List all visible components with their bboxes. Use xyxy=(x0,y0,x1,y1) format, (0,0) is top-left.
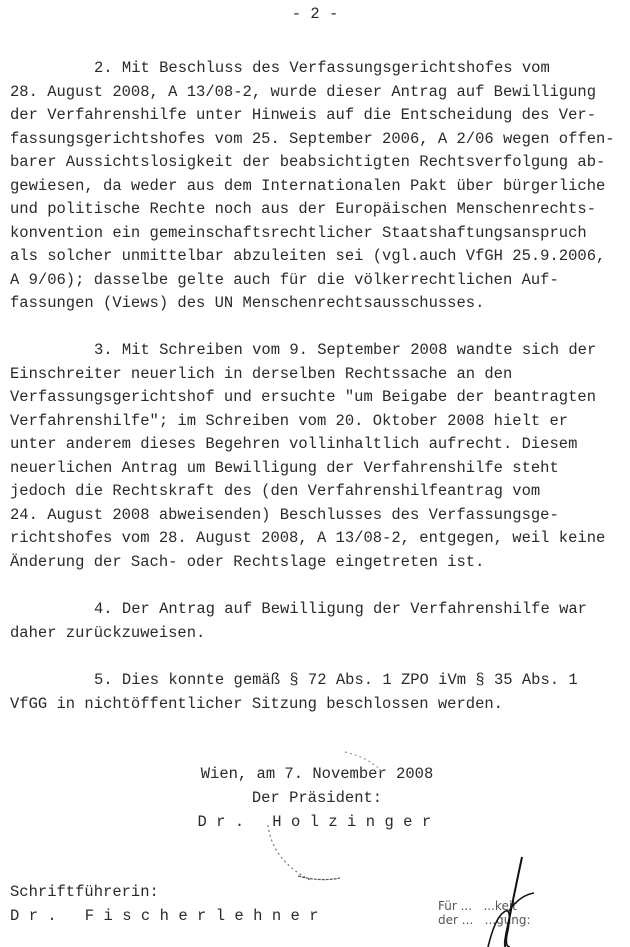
stamp-line: der ... ...gung: xyxy=(438,913,531,927)
paragraph-line: barer Aussichtslosigkeit der beabsichtigten Rechtsverfolgung ab- xyxy=(10,153,606,171)
paragraph-line: der Verfahrenshilfe unter Hinweis auf die Entscheidung des Ver- xyxy=(10,106,596,124)
clerk-role: Schriftführerin: xyxy=(10,883,159,901)
paragraph-line: neuerlichen Antrag um Bewilligung der Verfahrenshilfe steht xyxy=(10,458,559,477)
paragraph-line: VfGG in nichtöffentlicher Sitzung beschlossen werden. xyxy=(10,694,503,713)
page-number: - 2 - xyxy=(291,5,339,23)
paragraph-line: daher zurückzuweisen. xyxy=(10,623,206,642)
paragraph-line: 4. Der Antrag auf Bewilligung der Verfahrenshilfe war xyxy=(94,600,587,618)
paragraph-line: A 9/06); dasselbe gelte auch für die völkerrechtlichen Auf- xyxy=(10,270,559,289)
paragraph-line: gewiesen, da weder aus dem Internationalen Pakt über bürgerliche xyxy=(10,176,606,195)
paragraph-line: Verfassungsgerichtshof und ersuchte "um Beigabe der beantragten xyxy=(10,388,596,406)
paragraph-line: 5. Dies konnte gemäß § 72 Abs. 1 ZPO iVm § 35 Abs. 1 xyxy=(94,671,578,689)
paragraph-line: unter anderem dieses Begehren vollinhaltlich aufrecht. Diesem xyxy=(10,435,578,453)
president-name: Dr. Holzinger xyxy=(197,813,441,831)
president-role: Der Präsident: xyxy=(251,789,383,807)
place-date: Wien, am 7. November 2008 xyxy=(200,765,434,783)
paragraph-line: 24. August 2008 abweisenden) Beschlusses des Verfassungsge- xyxy=(10,505,559,524)
paragraph-line: konvention ein gemeinschaftsrechtlicher Staatshaftungsanspruch xyxy=(10,223,587,242)
stamp-line: Für ... ...keit xyxy=(438,899,517,913)
paragraph-line: und politische Rechte noch aus der Europäischen Menschenrechts- xyxy=(10,200,596,218)
paragraph-line: Änderung der Sach- oder Rechtslage eingetreten ist. xyxy=(10,552,485,571)
paragraph-line: als solcher unmittelbar abzuleiten sei (vgl.auch VfGH 25.9.2006, xyxy=(10,247,606,265)
paragraph-line: fassungen (Views) des UN Menschenrechtsausschusses. xyxy=(10,294,485,312)
paragraph-line: jedoch die Rechtskraft des (den Verfahrenshilfeantrag vom xyxy=(10,482,541,500)
paragraph-line: 28. August 2008, A 13/08-2, wurde dieser Antrag auf Bewilligung xyxy=(10,82,596,101)
paragraph-line: Einschreiter neuerlich in derselben Rechtssache an den xyxy=(10,364,513,383)
clerk-name: Dr. Fischerlehner xyxy=(10,907,328,925)
paragraph-line: Verfahrenshilfe"; im Schreiben vom 20. Oktober 2008 hielt er xyxy=(10,411,569,430)
paragraph-line: 3. Mit Schreiben vom 9. September 2008 wandte sich der xyxy=(94,341,597,359)
paragraph-line: fassungsgerichtshofes vom 25. September 2006, A 2/06 wegen offen- xyxy=(10,129,615,148)
paragraph-line: richtshofes vom 28. August 2008, A 13/08-2, entgegen, weil keine xyxy=(10,529,606,547)
paragraph-line: 2. Mit Beschluss des Verfassungsgerichtshofes vom xyxy=(94,59,550,77)
